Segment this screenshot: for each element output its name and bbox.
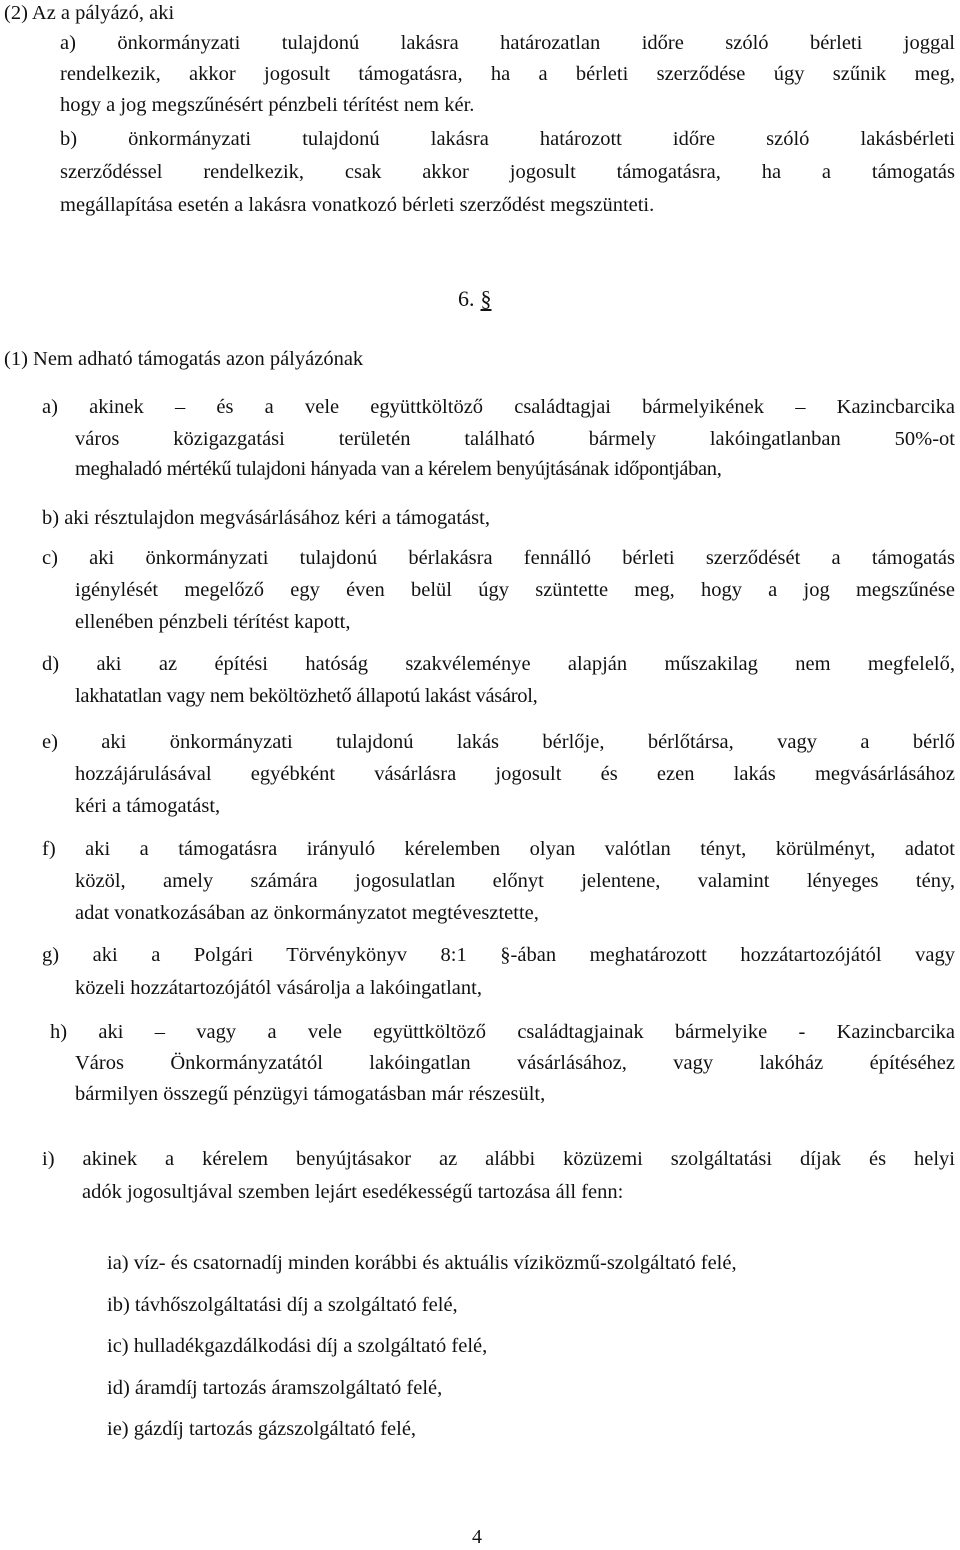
item-a-line-2: város közigazgatási területén található bármely lakóingatlanban 50%-ot (75, 428, 955, 450)
subitem-ib: ib) távhőszolgáltatási díj a szolgáltató felé, (107, 1294, 458, 1316)
subitem-ic: ic) hulladékgazdálkodási díj a szolgáltató felé, (107, 1335, 488, 1357)
item-e-line-2: hozzájárulásával egyébként vásárlásra jogosult és ezen lakás megvásárlásához (75, 763, 955, 785)
item-i-line-1: i) akinek a kérelem benyújtásakor az alábbi közüzemi szolgáltatási díjak és helyi (42, 1148, 955, 1170)
para2-a-line-1: a) önkormányzati tulajdonú lakásra határozatlan időre szóló bérleti joggal (60, 32, 955, 54)
item-a-line-1: a) akinek – és a vele együttköltöző családtagjai bármelyikének – Kazincbarcika (42, 396, 955, 418)
para2-b-line-2: szerződéssel rendelkezik, csak akkor jogosult támogatásra, ha a támogatás (60, 161, 955, 183)
subitem-id: id) áramdíj tartozás áramszolgáltató felé, (107, 1377, 443, 1399)
subitem-ie: ie) gázdíj tartozás gázszolgáltató felé, (107, 1418, 417, 1440)
item-e-line-3: kéri a támogatást, (75, 795, 221, 817)
item-a-line-3: meghaladó mértékű tulajdoni hányada van a kérelem benyújtásának időpontjában, (75, 458, 722, 480)
section-6-heading (458, 286, 492, 312)
para2-a-line-2: rendelkezik, akkor jogosult támogatásra, ha a bérleti szerződése úgy szűnik meg, (60, 63, 955, 85)
para2-b-line-3: megállapítása esetén a lakásra vonatkozó bérleti szerződést megszünteti. (60, 194, 655, 216)
item-i-line-2: adók jogosultjával szemben lejárt esedékességű tartozása áll fenn: (82, 1181, 624, 1203)
item-f-line-3: adat vonatkozásában az önkormányzatot megtévesztette, (75, 902, 539, 924)
item-h-line-3: bármilyen összegű pénzügyi támogatásban már részesült, (75, 1083, 546, 1105)
item-h-line-2: Város Önkormányzatától lakóingatlan vásárlásához, vagy lakóház építéséhez (75, 1052, 955, 1074)
item-g-line-1: g) aki a Polgári Törvénykönyv 8:1 §-ában meghatározott hozzátartozójától vagy (42, 944, 955, 966)
item-g-line-2: közeli hozzátartozójától vásárolja a lakóingatlant, (75, 977, 482, 999)
item-f-line-2: közöl, amely számára jogosulatlan előnyt jelentene, valamint lényeges tény, (75, 870, 955, 892)
subitem-ia: ia) víz- és csatornadíj minden korábbi és aktuális víziközmű-szolgáltató felé, (107, 1252, 737, 1274)
item-b-line-1: b) aki résztulajdon megvásárlásához kéri a támogatást, (42, 507, 490, 529)
section-symbol: § (480, 286, 492, 311)
item-c-line-3: ellenében pénzbeli térítést kapott, (75, 611, 351, 633)
item-f-line-1: f) aki a támogatásra irányuló kérelemben olyan valótlan tényt, körülményt, adatot (42, 838, 955, 860)
item-e-line-1: e) aki önkormányzati tulajdonú lakás bérlője, bérlőtársa, vagy a bérlő (42, 731, 955, 753)
page-number: 4 (472, 1526, 482, 1548)
item-h-line-1: h) aki – vagy a vele együttköltöző családtagjainak bármelyike - Kazincbarcika (50, 1021, 955, 1043)
item-c-line-2: igénylését megelőző egy éven belül úgy szüntette meg, hogy a jog megszűnése (75, 579, 955, 601)
item-d-line-1: d) aki az építési hatóság szakvéleménye alapján műszakilag nem megfelelő, (42, 653, 955, 675)
para2-a-line-3: hogy a jog megszűnésért pénzbeli térítést nem kér. (60, 94, 475, 116)
section-number: 6. (458, 286, 475, 311)
item-c-line-1: c) aki önkormányzati tulajdonú bérlakásra fennálló bérleti szerződését a támogatás (42, 547, 955, 569)
para2-b-line-1: b) önkormányzati tulajdonú lakásra határozott időre szóló lakásbérleti (60, 128, 955, 150)
item-d-line-2: lakhatatlan vagy nem beköltözhető állapotú lakást vásárol, (75, 685, 538, 707)
section6-intro: (1) Nem adható támogatás azon pályázónak (4, 348, 364, 370)
para2-intro: (2) Az a pályázó, aki (4, 2, 175, 24)
